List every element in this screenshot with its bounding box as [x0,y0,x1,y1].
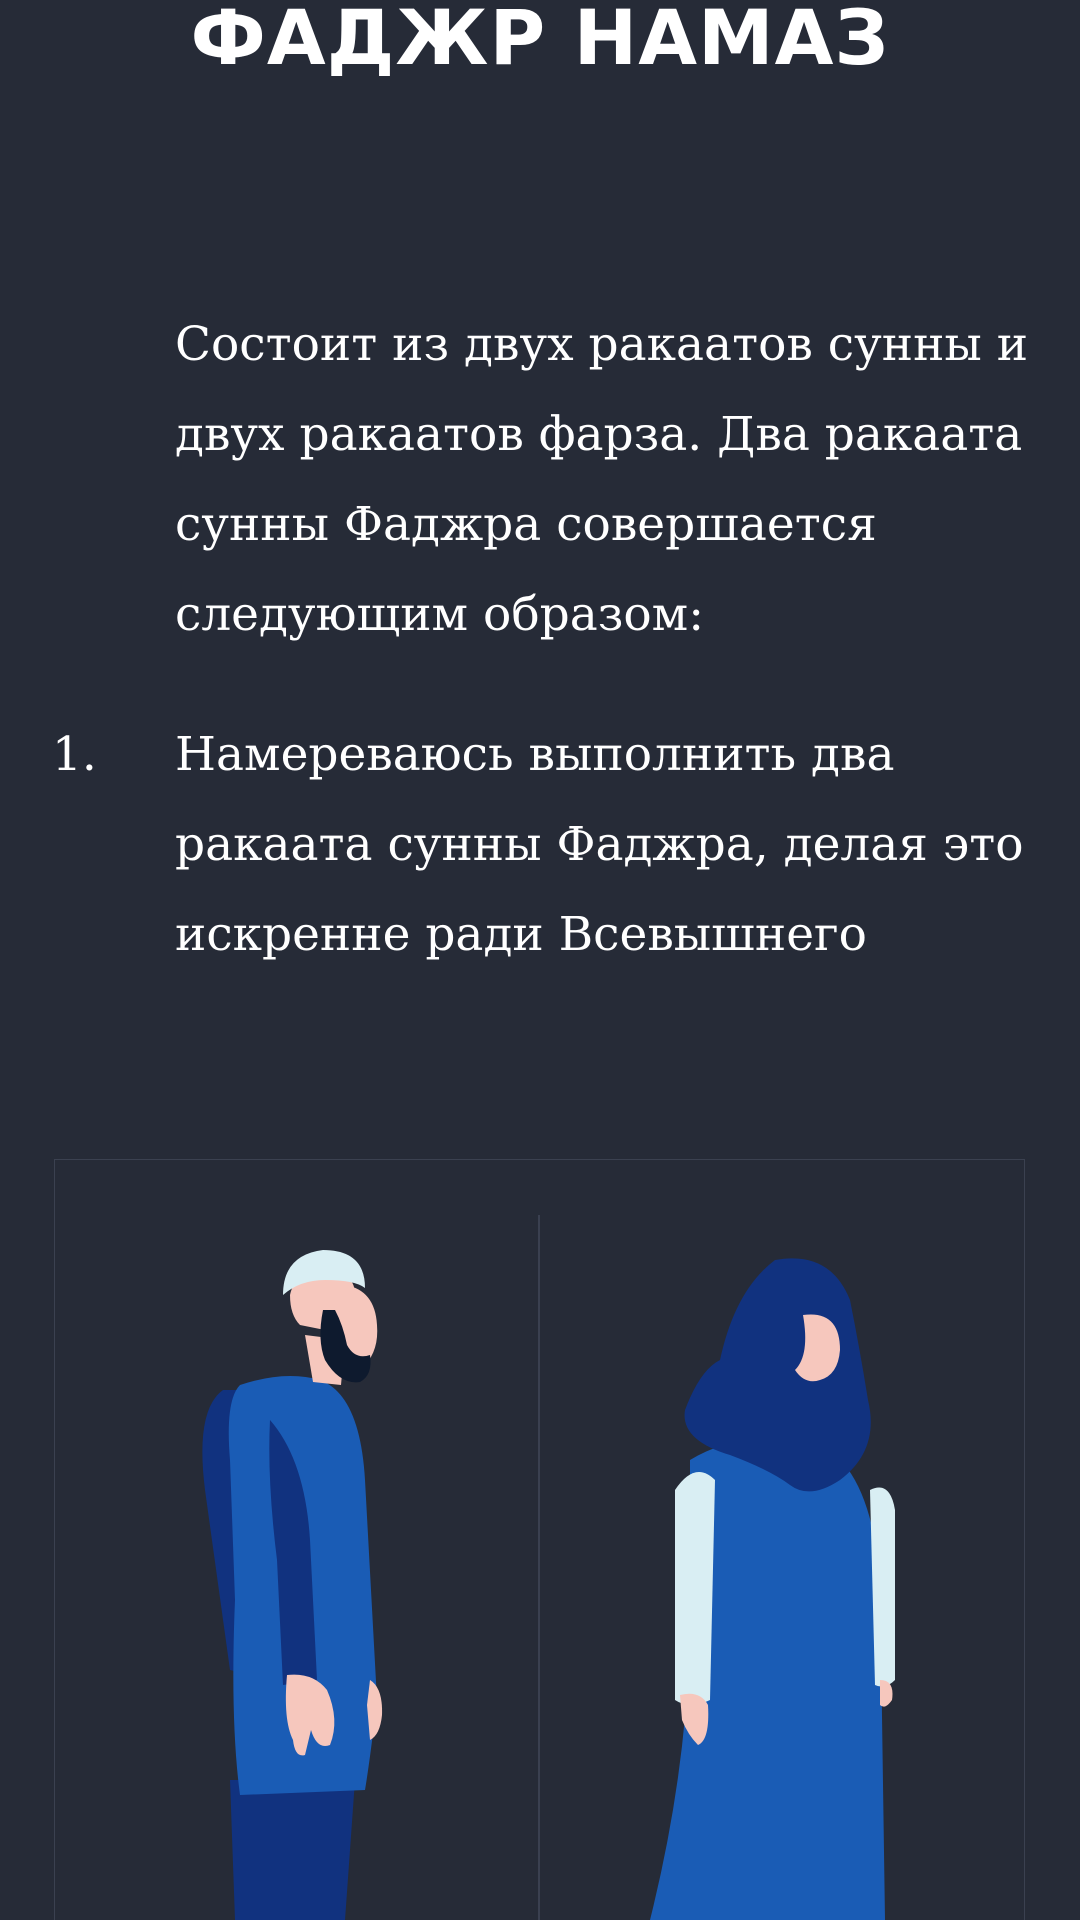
step-number: 1. [52,727,97,782]
step-text: Намереваюсь выполнить два ракаата сунны Фаджра, делая это искренне ради Всевышнего [175,727,1024,962]
page-title: ФАДЖР НАМАЗ [190,0,890,82]
intro-paragraph: Состоит из двух ракаатов сунны и двух ракаатов фарза. Два ракаата сунны Фаджра совершается следующим образом: [175,317,1029,642]
illustration-frame [54,1159,1025,1920]
man-standing-illustration [55,1160,538,1920]
woman-standing-illustration [540,1160,1026,1920]
